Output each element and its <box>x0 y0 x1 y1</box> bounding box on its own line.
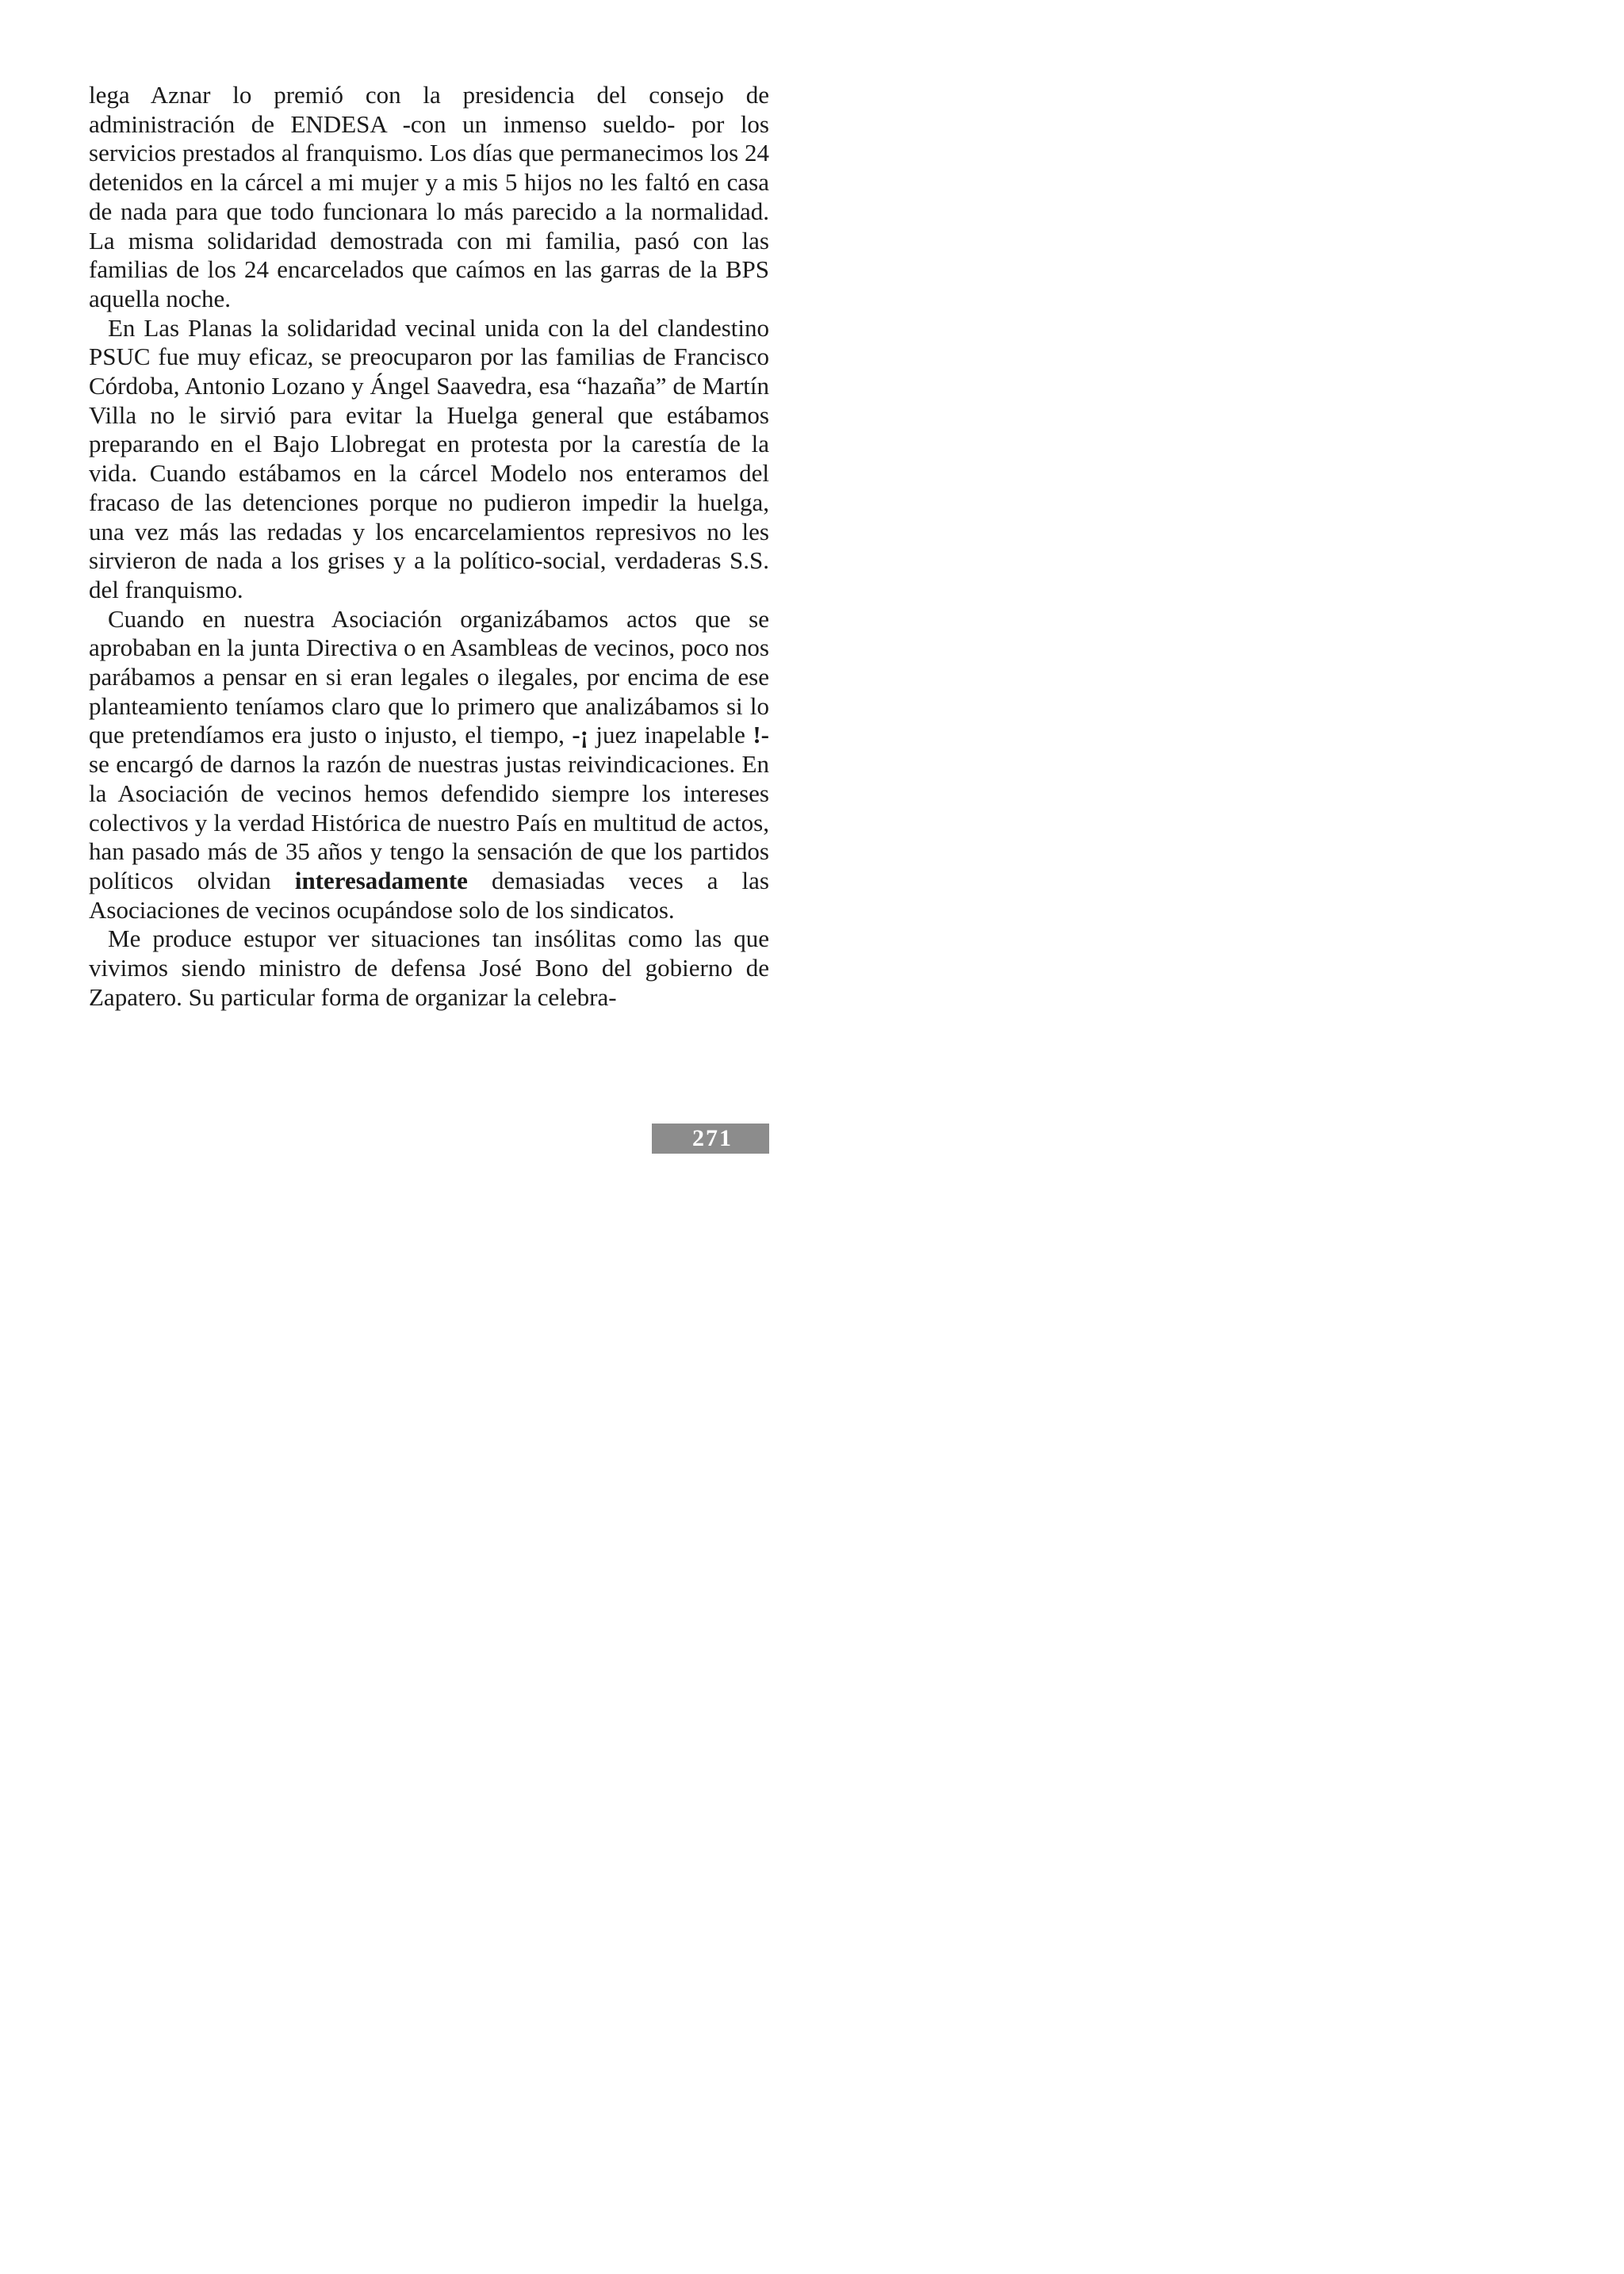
page-number: 271 <box>692 1125 733 1151</box>
bold-run: interesadamente <box>294 866 468 894</box>
paragraph <box>89 81 769 314</box>
bold-run: !- <box>753 721 769 749</box>
page-number-box <box>652 1124 769 1154</box>
body-text <box>89 81 769 1013</box>
text-run: Me produce estupor ver situaciones tan insólitas como las que vivimos siendo ministro de defensa José Bono del gobierno de Zapatero. Su particular forma de organizar la celebra- <box>89 925 769 1011</box>
text-run: Cuando en nuestra Asociación organizábamos actos que se aprobaban en la junta Directiva o en Asambleas de vecinos, poco nos parábamos a pensar en si eran legales o ilegales, por encima de ese planteamiento teníamos claro que lo primero que analizábamos si lo que pretendíamos era justo o injusto, el tiempo, <box>89 604 769 749</box>
paragraph <box>89 925 769 1012</box>
text-run: demasiadas veces a las Asociaciones de vecinos ocupándose solo de los sindicatos. <box>89 866 769 924</box>
text-run: juez inapelable <box>588 721 753 749</box>
paragraph <box>89 605 769 925</box>
text-run: lega Aznar lo premió con la presidencia del consejo de administración de ENDESA -con un inmenso sueldo- por los servicios prestados al franquismo. Los días que permanecimos los 24 detenidos en la cárcel a mi mujer y a mis 5 hijos no les faltó en casa de nada para que todo funcionara lo más parecido a la normalidad. La misma solidaridad demostrada con mi familia, pasó con las familias de los 24 encarcelados que caímos en las garras de la BPS aquella noche. <box>89 81 769 312</box>
text-run: se encargó de darnos la razón de nuestras justas reivindicaciones. En la Asociación de vecinos hemos defendido siempre los intereses colectivos y la verdad Histórica de nuestro País en multitud de actos, han pasado más de 35 años y tengo la sensación de que los partidos políticos olvidan <box>89 750 769 894</box>
text-run: En Las Planas la solidaridad vecinal unida con la del clandestino PSUC fue muy eficaz, se preocuparon por las familias de Francisco Córdoba, Antonio Lozano y Ángel Saavedra, esa “hazaña” de Martín Villa no le sirvió para evitar la Huelga general que estábamos preparando en el Bajo Llobregat en protesta por la carestía de la vida. Cuando estábamos en la cárcel Modelo nos enteramos del fracaso de las detenciones porque no pudieron impedir la huelga, una vez más las redadas y los encarcelamientos represivos no les sirvieron de nada a los grises y a la político-social, verdaderas S.S. del franquismo. <box>89 313 769 603</box>
paragraph <box>89 314 769 605</box>
bold-run: -¡ <box>572 721 588 749</box>
